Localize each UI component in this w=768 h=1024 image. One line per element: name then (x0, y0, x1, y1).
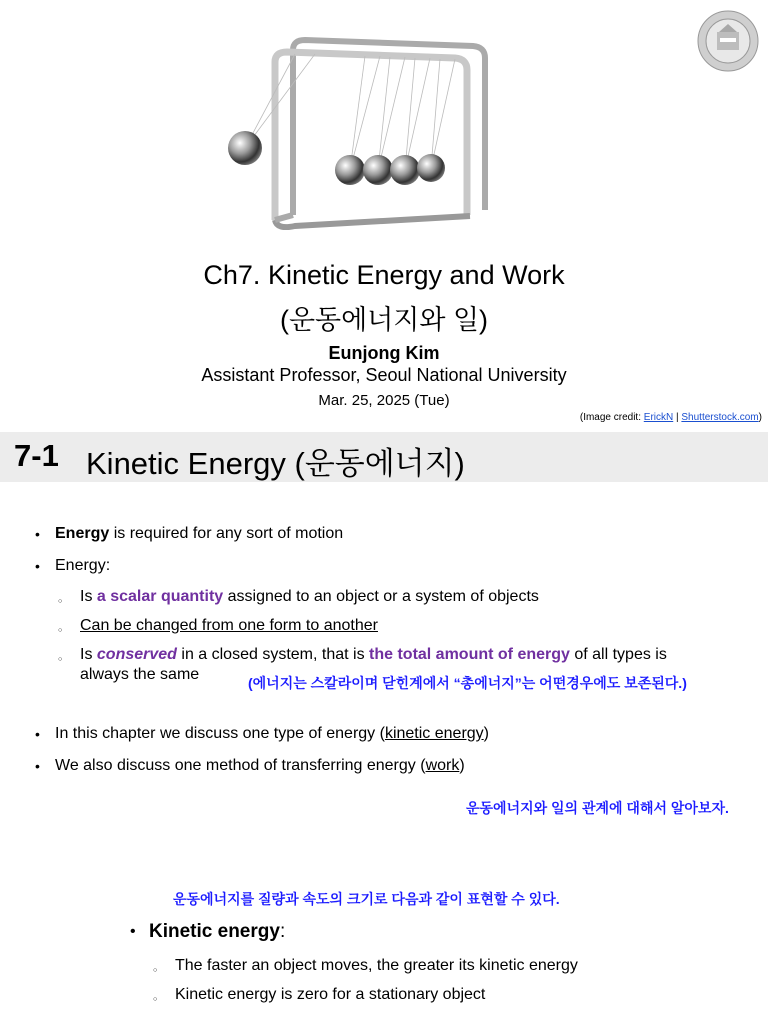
bullet-text: We also discuss one method of transferring energy ( (55, 757, 426, 774)
bullet-bold-term: Energy (55, 525, 110, 542)
subbullet-text: Can be changed from one form to another (80, 617, 378, 634)
subbullet-text: Is (80, 646, 97, 663)
credit-separator: | (673, 412, 682, 423)
subbullet-scalar (80, 587, 539, 607)
author-affiliation: Assistant Professor, Seoul National University (201, 365, 567, 385)
bullet-text: ) (459, 757, 465, 774)
subbullet-text: of all types is (569, 646, 667, 663)
term-work: work (425, 757, 460, 774)
subbullet-faster-greater: ○ The faster an object moves, the greater its kinetic energy (175, 956, 578, 976)
credit-author-link[interactable]: ErickN (643, 412, 674, 423)
bullet-text: In this chapter we discuss one type of energy ( (55, 725, 385, 742)
credit-site-link[interactable]: Shutterstock.com (681, 412, 759, 423)
bullet-kinetic-energy-heading (149, 921, 285, 943)
subbullet-text: in a closed system, that is (176, 646, 370, 663)
newtons-cradle-image (215, 30, 495, 230)
bullet-text: is required for any sort of motion (109, 525, 344, 542)
korean-note-expression: 운동에너지를 질량과 속도의 크기로 다음과 같이 표현할 수 있다. (173, 891, 560, 907)
ke-colon: : (279, 921, 286, 942)
credit-prefix: (Image credit: (579, 412, 644, 423)
subbullet-zero-stationary: ○ Kinetic energy is zero for a stationary object (175, 985, 485, 1005)
highlight-total-energy: the total amount of energy (369, 646, 570, 663)
ke-label: Kinetic energy (149, 921, 280, 942)
highlight-conserved: conserved (96, 646, 177, 663)
bullet-energy-required (55, 524, 343, 544)
highlight-scalar-quantity: a scalar quantity (96, 588, 224, 605)
section-number: 7-1 (14, 438, 59, 473)
lecture-date: Mar. 25, 2025 (Tue) (318, 392, 450, 409)
slide-title: Ch7. Kinetic Energy and Work (203, 260, 565, 290)
subbullet-changed-form (80, 616, 378, 636)
subbullet-text: assigned to an object or a system of objects (223, 588, 539, 605)
subbullet-text: Is (80, 588, 97, 605)
subbullet-conserved-line2: always the same (80, 666, 200, 683)
subbullet-conserved (80, 645, 740, 665)
korean-note-relation: 운동에너지와 일의 관계에 대해서 알아보자. (466, 800, 729, 816)
bullet-text: ) (483, 725, 489, 742)
university-seal-logo (697, 10, 759, 72)
korean-note-conservation: (에너지는 스칼라이며 닫힌계에서 “총에너지”는 어떤경우에도 보존된다.) (248, 675, 687, 691)
bullet-work-transfer (55, 756, 465, 776)
term-kinetic-energy: kinetic energy (384, 725, 484, 742)
bullet-kinetic-energy-chapter (55, 724, 489, 744)
image-credit (580, 412, 762, 423)
credit-suffix: ) (758, 412, 762, 423)
author-name: Eunjong Kim (328, 343, 440, 363)
slide-title-korean: (운동에너지와 일) (279, 305, 489, 335)
section-title: Kinetic Energy (운동에너지) (86, 446, 465, 481)
bullet-energy-colon: • Energy: (55, 556, 110, 576)
